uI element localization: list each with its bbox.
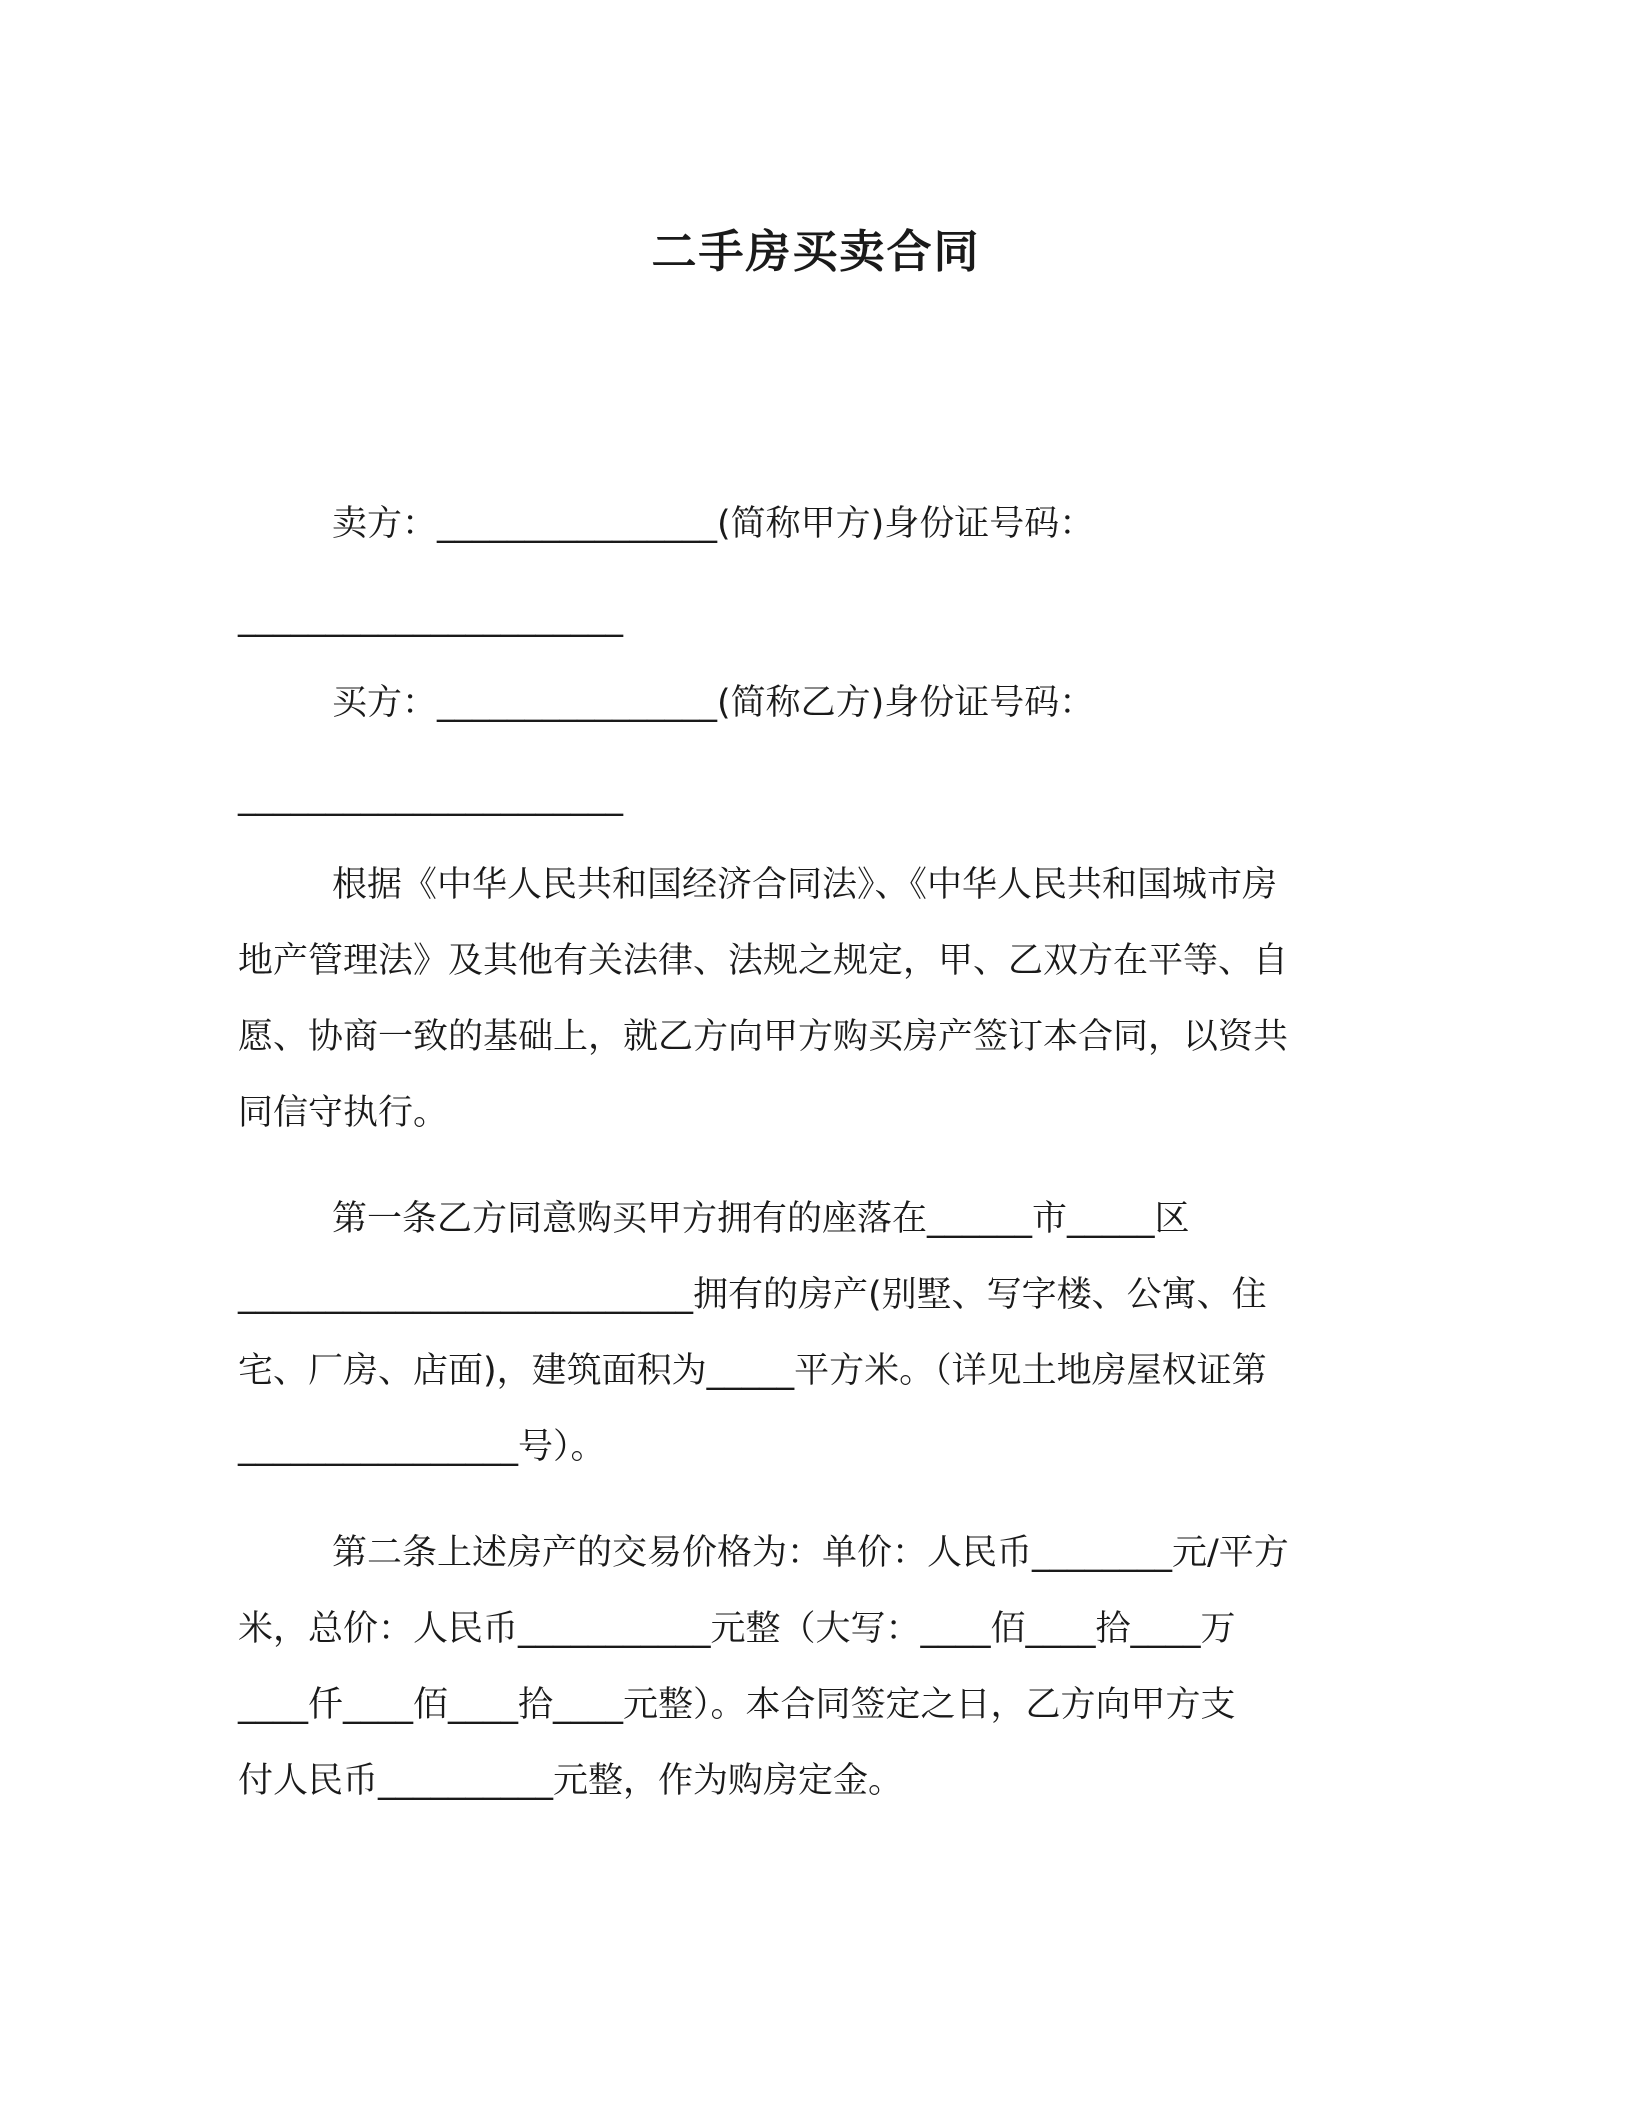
article-1-line-1: 第一条乙方同意购买甲方拥有的座落在______市_____区 [332,1199,1190,1239]
buyer-line: 买方：________________(简称乙方)身份证号码： [332,683,1095,723]
preamble-line-1: 根据《中华人民共和国经济合同法》、《中华人民共和国城市房 [332,865,1278,905]
article-2-line-1: 第二条上述房产的交易价格为：单价：人民币________元/平方 [332,1533,1289,1573]
article-2-line-2: 米，总价：人民币___________元整（大写：____佰____拾____万 [238,1609,1236,1649]
buyer-id-blank: ______________________ [238,777,623,817]
seller-line: 卖方：________________(简称甲方)身份证号码： [332,504,1095,544]
preamble-line-2: 地产管理法》及其他有关法律、法规之规定，甲、乙双方在平等、自 [238,941,1289,981]
seller-id-blank: ______________________ [238,598,623,638]
article-1-line-3: 宅、厂房、店面)，建筑面积为_____平方米。（详见土地房屋权证第 [238,1351,1267,1391]
article-2-line-4: 付人民币__________元整，作为购房定金。 [238,1761,904,1801]
article-2-line-3: ____仟____佰____拾____元整）。本合同签定之日，乙方向甲方支 [238,1685,1236,1725]
document-title: 二手房买卖合同 [651,225,981,278]
article-1-line-4: ________________号）。 [238,1427,606,1467]
preamble-line-3: 愿、协商一致的基础上，就乙方向甲方购买房产签订本合同，以资共 [238,1017,1289,1057]
preamble-line-4: 同信守执行。 [238,1093,449,1133]
article-1-line-2: __________________________拥有的房产(别墅、写字楼、公寓、住 [238,1275,1267,1315]
